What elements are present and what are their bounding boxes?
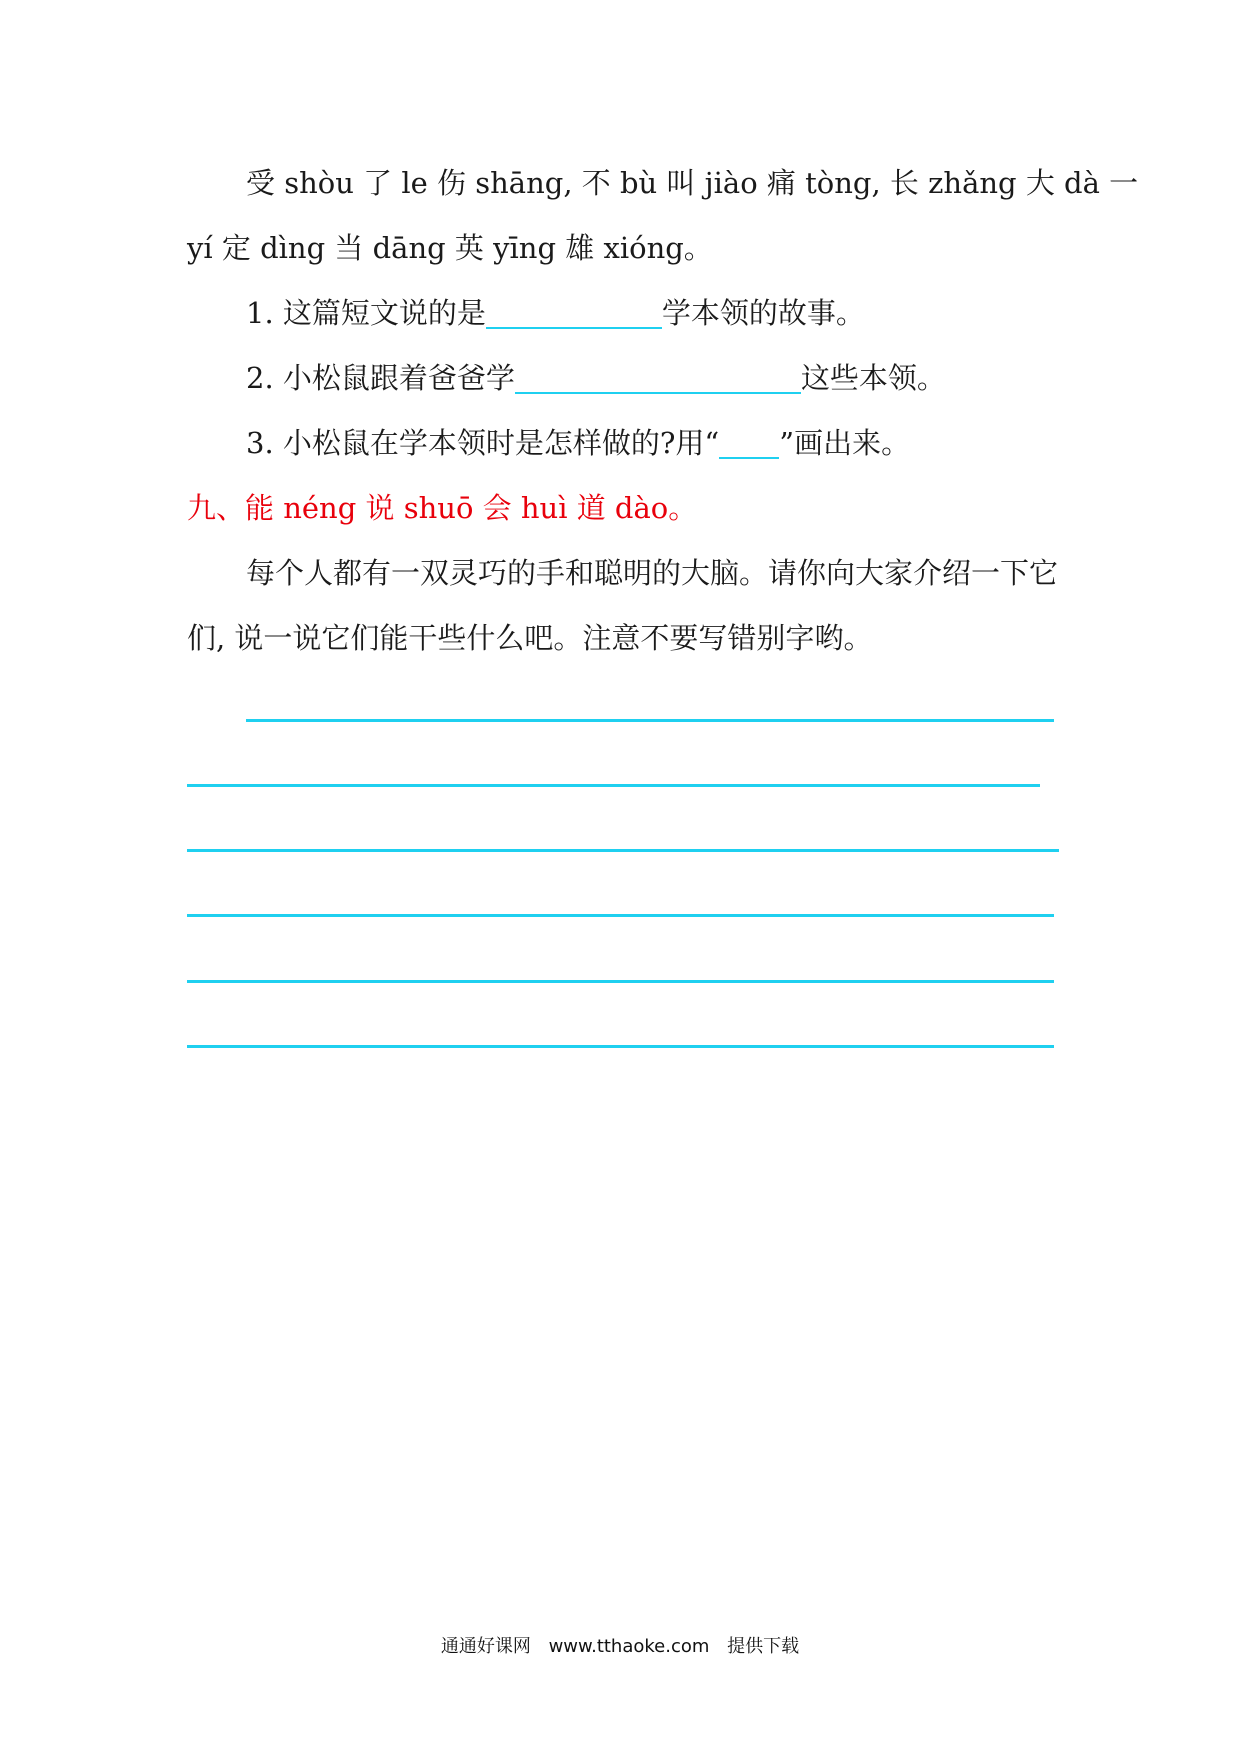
question-2-text: 2. 小松鼠跟着爸爸学 xyxy=(246,361,515,395)
footer-url[interactable]: www.tthaoke.com xyxy=(548,1636,710,1657)
prompt-line-2: 们, 说一说它们能干些什么吧。注意不要写错别字哟。 xyxy=(187,621,873,655)
question-3-blank[interactable] xyxy=(719,425,779,459)
question-3-suffix: ”画出来。 xyxy=(779,426,911,460)
question-1-blank[interactable] xyxy=(486,295,662,329)
question-1-text: 1. 这篇短文说的是 xyxy=(246,296,486,330)
section-heading: 九、能 néng 说 shuō 会 huì 道 dào。 xyxy=(187,491,698,525)
question-2 xyxy=(246,358,1060,398)
question-3 xyxy=(246,423,1060,463)
footer-site-name: 通通好课网 xyxy=(440,1636,531,1657)
question-1-suffix: 学本领的故事。 xyxy=(661,296,865,330)
question-2-blank[interactable] xyxy=(515,360,801,394)
passage-line-2: yí 定 dìng 当 dāng 英 yīng 雄 xióng。 xyxy=(187,231,713,265)
writing-line-3[interactable] xyxy=(187,849,1059,852)
passage-line-1: 受 shòu 了 le 伤 shāng, 不 bù 叫 jiào 痛 tòng, 长 zhǎng 大 dà 一 xyxy=(246,166,1139,200)
question-2-suffix: 这些本领。 xyxy=(800,361,946,395)
footer-note: 提供下载 xyxy=(727,1636,800,1657)
writing-line-6[interactable] xyxy=(187,1045,1054,1048)
writing-line-2[interactable] xyxy=(187,784,1040,787)
question-3-text: 3. 小松鼠在学本领时是怎样做的?用“ xyxy=(246,426,720,460)
writing-line-4[interactable] xyxy=(187,914,1054,917)
writing-line-1[interactable] xyxy=(246,719,1054,722)
footer xyxy=(0,1632,1240,1658)
writing-line-5[interactable] xyxy=(187,980,1054,983)
prompt-line-1: 每个人都有一双灵巧的手和聪明的大脑。请你向大家介绍一下它 xyxy=(246,556,1059,590)
question-1 xyxy=(246,293,1060,333)
